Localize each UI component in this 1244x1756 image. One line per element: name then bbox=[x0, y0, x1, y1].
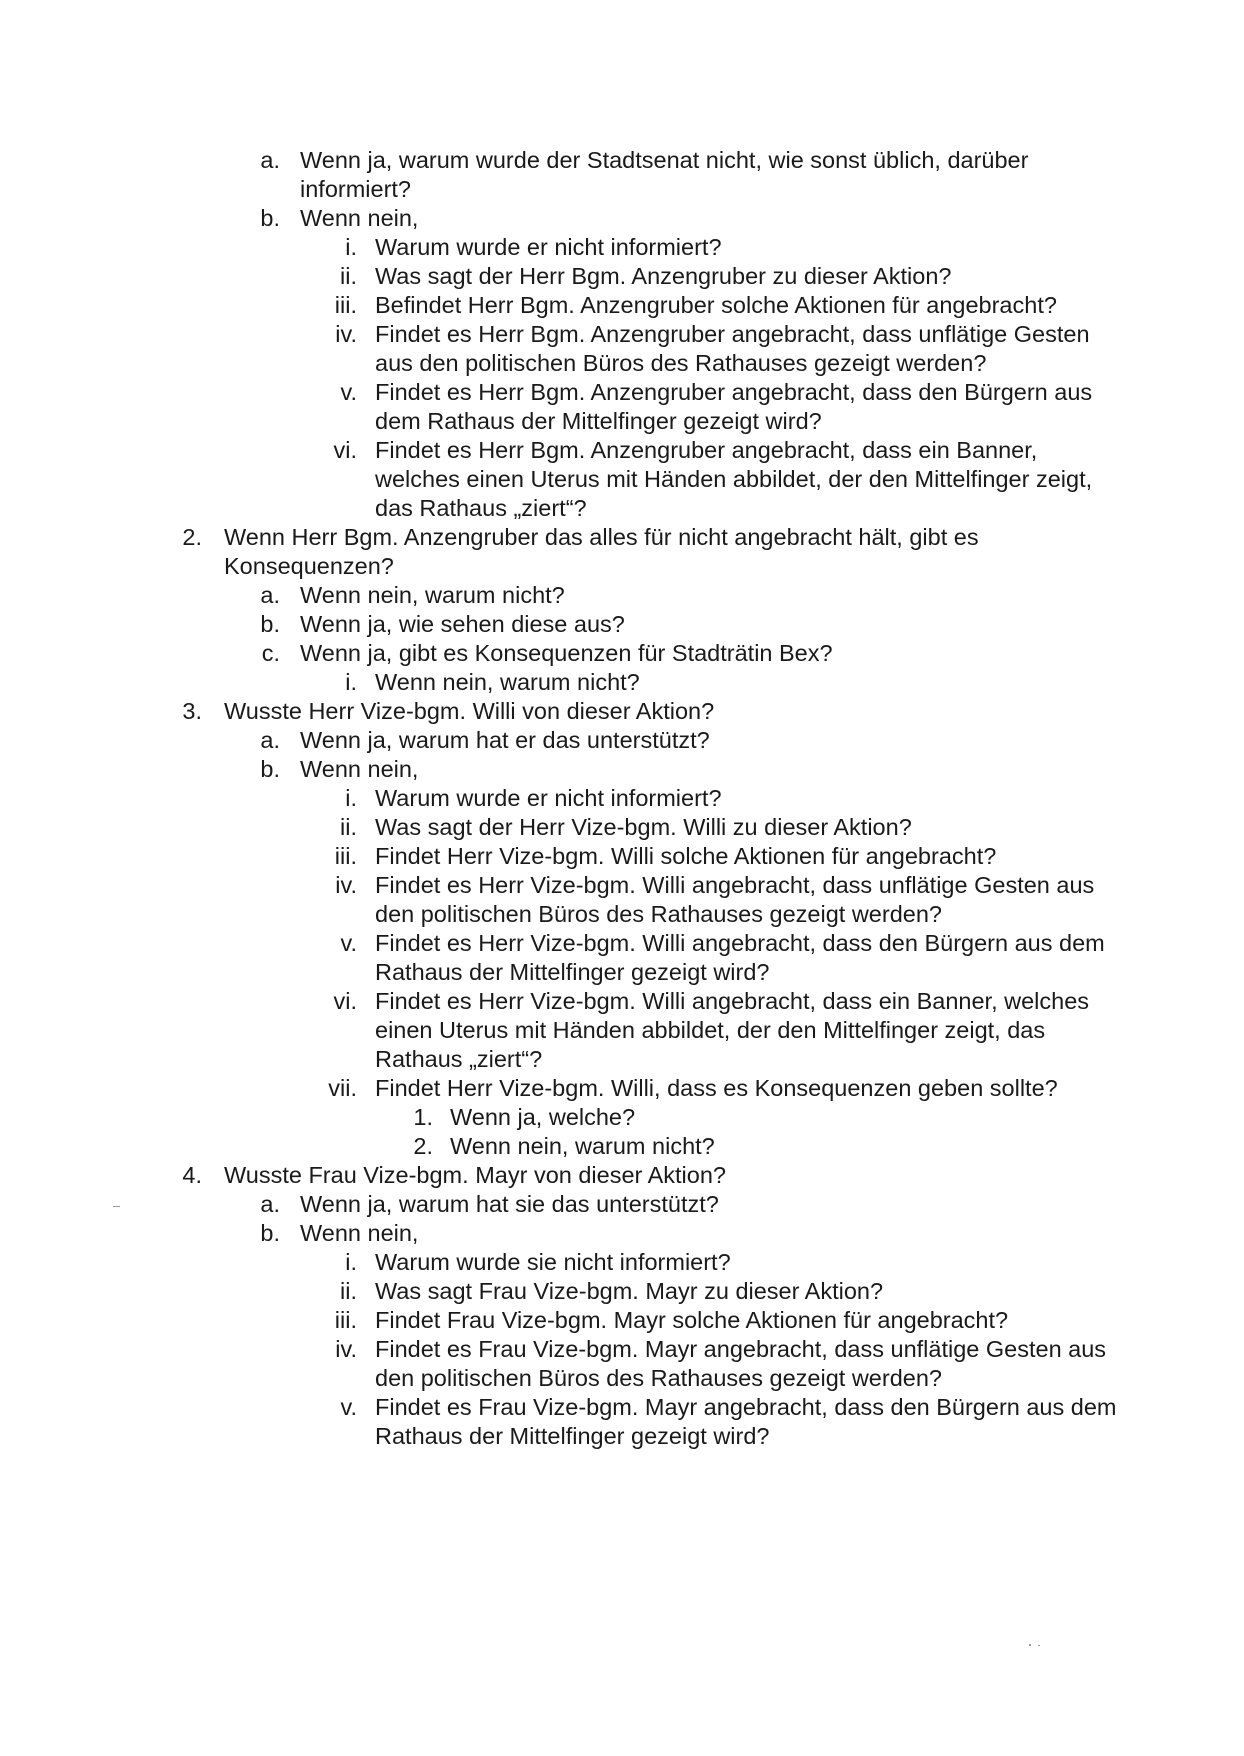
question-text: Findet Frau Vize-bgm. Mayr solche Aktionen für angebracht? bbox=[375, 1307, 1009, 1333]
list-marker: v. bbox=[340, 930, 357, 956]
question-text: Wusste Herr Vize-bgm. Willi von dieser Aktion? bbox=[224, 698, 715, 724]
list-marker: 2. bbox=[413, 1133, 433, 1159]
question-text: Findet Herr Vize-bgm. Willi solche Aktionen für angebracht? bbox=[375, 843, 997, 869]
list-marker: vii. bbox=[328, 1075, 357, 1101]
question-text: Findet es Herr Vize-bgm. Willi angebracht, dass den Bürgern aus dem Rathaus der Mittelfinger gezeigt wird? bbox=[375, 930, 1105, 985]
sub-sub-question-33 bbox=[0, 1393, 1244, 1451]
sub-sub-question-23 bbox=[0, 1074, 1244, 1103]
list-marker: ii. bbox=[340, 814, 357, 840]
question-text: Findet es Herr Vize-bgm. Willi angebracht, dass unflätige Gesten aus den politischen Büros des Rathauses gezeigt werden? bbox=[375, 872, 1095, 927]
sub-question-12 bbox=[0, 639, 1244, 668]
question-text: Findet es Herr Vize-bgm. Willi angebracht, dass ein Banner, welches einen Uterus mit Händen abbildet, der den Mittelfinger zeigt, das Rathaus „ziert“? bbox=[375, 988, 1090, 1072]
question-text: Wenn nein, warum nicht? bbox=[300, 582, 565, 608]
sub-sub-question-22 bbox=[0, 987, 1244, 1074]
sub-question-11 bbox=[0, 610, 1244, 639]
question-text: Wenn ja, warum wurde der Stadtsenat nicht, wie sonst üblich, darüber informiert? bbox=[300, 147, 1029, 202]
top-level-question-26 bbox=[0, 1161, 1244, 1190]
list-marker: 4. bbox=[182, 1162, 202, 1188]
question-text: Findet es Herr Bgm. Anzengruber angebracht, dass den Bürgern aus dem Rathaus der Mittelfinger gezeigt wird? bbox=[375, 379, 1093, 434]
list-marker: b. bbox=[260, 1220, 280, 1246]
sub-question-27 bbox=[0, 1190, 1244, 1219]
scan-mark-left bbox=[113, 1206, 120, 1207]
document-page bbox=[0, 146, 1244, 1451]
sub-sub-question-7 bbox=[0, 378, 1244, 436]
sub-sub-question-13 bbox=[0, 668, 1244, 697]
list-marker: i. bbox=[345, 1249, 357, 1275]
sub-sub-question-4 bbox=[0, 262, 1244, 291]
list-marker: b. bbox=[260, 756, 280, 782]
sub-sub-question-5 bbox=[0, 291, 1244, 320]
list-marker: 3. bbox=[182, 698, 202, 724]
sub-sub-question-21 bbox=[0, 929, 1244, 987]
list-marker: a. bbox=[260, 1191, 280, 1217]
sub-sub-question-3 bbox=[0, 233, 1244, 262]
list-marker: iv. bbox=[335, 321, 357, 347]
sub-sub-question-30 bbox=[0, 1277, 1244, 1306]
list-marker: i. bbox=[345, 785, 357, 811]
question-text: Wusste Frau Vize-bgm. Mayr von dieser Aktion? bbox=[224, 1162, 726, 1188]
sub-sub-question-18 bbox=[0, 813, 1244, 842]
top-level-question-14 bbox=[0, 697, 1244, 726]
sub-question-16 bbox=[0, 755, 1244, 784]
question-text: Warum wurde er nicht informiert? bbox=[375, 234, 722, 260]
top-level-question-9 bbox=[0, 523, 1244, 581]
question-text: Findet es Herr Bgm. Anzengruber angebracht, dass unflätige Gesten aus den politischen Büros des Rathauses gezeigt werden? bbox=[375, 321, 1090, 376]
question-text: Wenn ja, warum hat er das unterstützt? bbox=[300, 727, 710, 753]
scan-mark-bottom-right bbox=[1029, 1644, 1031, 1646]
sub-sub-question-8 bbox=[0, 436, 1244, 523]
list-marker: iii. bbox=[334, 843, 357, 869]
list-marker: iii. bbox=[334, 292, 357, 318]
list-marker: b. bbox=[260, 205, 280, 231]
question-text: Findet Herr Vize-bgm. Willi, dass es Konsequenzen geben sollte? bbox=[375, 1075, 1058, 1101]
sub-sub-question-32 bbox=[0, 1335, 1244, 1393]
list-marker: iv. bbox=[335, 872, 357, 898]
list-marker: 2. bbox=[182, 524, 202, 550]
question-text: Findet es Frau Vize-bgm. Mayr angebracht, dass unflätige Gesten aus den politischen Büros des Rathauses gezeigt werden? bbox=[375, 1336, 1107, 1391]
question-text: Wenn nein, bbox=[300, 756, 419, 782]
question-text: Wenn ja, warum hat sie das unterstützt? bbox=[300, 1191, 719, 1217]
sub-sub-question-19 bbox=[0, 842, 1244, 871]
scan-mark-bottom-right-2 bbox=[1038, 1645, 1040, 1646]
list-marker: a. bbox=[260, 727, 280, 753]
question-text: Wenn ja, wie sehen diese aus? bbox=[300, 611, 625, 637]
list-marker: a. bbox=[260, 147, 280, 173]
question-text: Was sagt der Herr Bgm. Anzengruber zu dieser Aktion? bbox=[375, 263, 952, 289]
list-marker: v. bbox=[340, 379, 357, 405]
sub-question-15 bbox=[0, 726, 1244, 755]
sub-sub-sub-question-25 bbox=[0, 1132, 1244, 1161]
list-marker: b. bbox=[260, 611, 280, 637]
question-text: Wenn Herr Bgm. Anzengruber das alles für nicht angebracht hält, gibt es Konsequenzen? bbox=[224, 524, 979, 579]
question-text: Wenn ja, gibt es Konsequenzen für Stadträtin Bex? bbox=[300, 640, 833, 666]
sub-sub-question-20 bbox=[0, 871, 1244, 929]
question-text: Warum wurde sie nicht informiert? bbox=[375, 1249, 731, 1275]
list-marker: vi. bbox=[333, 437, 357, 463]
sub-sub-question-29 bbox=[0, 1248, 1244, 1277]
question-text: Warum wurde er nicht informiert? bbox=[375, 785, 722, 811]
sub-question-1 bbox=[0, 146, 1244, 204]
question-text: Wenn nein, warum nicht? bbox=[375, 669, 640, 695]
list-marker: v. bbox=[340, 1394, 357, 1420]
sub-sub-question-31 bbox=[0, 1306, 1244, 1335]
question-text: Befindet Herr Bgm. Anzengruber solche Aktionen für angebracht? bbox=[375, 292, 1057, 318]
question-text: Wenn ja, welche? bbox=[450, 1104, 636, 1130]
list-marker: vi. bbox=[333, 988, 357, 1014]
list-marker: 1. bbox=[413, 1104, 433, 1130]
list-marker: c. bbox=[261, 640, 280, 666]
question-text: Wenn nein, bbox=[300, 1220, 419, 1246]
question-text: Wenn nein, warum nicht? bbox=[450, 1133, 715, 1159]
question-text: Findet es Herr Bgm. Anzengruber angebracht, dass ein Banner, welches einen Uterus mit Händen abbildet, der den Mittelfinger zeigt, das Rathaus „ziert“? bbox=[375, 437, 1093, 521]
question-text: Wenn nein, bbox=[300, 205, 419, 231]
list-marker: ii. bbox=[340, 263, 357, 289]
sub-sub-sub-question-24 bbox=[0, 1103, 1244, 1132]
list-marker: iv. bbox=[335, 1336, 357, 1362]
sub-question-10 bbox=[0, 581, 1244, 610]
question-text: Findet es Frau Vize-bgm. Mayr angebracht, dass den Bürgern aus dem Rathaus der Mittelfinger gezeigt wird? bbox=[375, 1394, 1117, 1449]
list-marker: i. bbox=[345, 669, 357, 695]
sub-sub-question-17 bbox=[0, 784, 1244, 813]
sub-sub-question-6 bbox=[0, 320, 1244, 378]
question-text: Was sagt der Herr Vize-bgm. Willi zu dieser Aktion? bbox=[375, 814, 912, 840]
list-marker: ii. bbox=[340, 1278, 357, 1304]
list-marker: i. bbox=[345, 234, 357, 260]
list-marker: a. bbox=[260, 582, 280, 608]
list-marker: iii. bbox=[334, 1307, 357, 1333]
sub-question-28 bbox=[0, 1219, 1244, 1248]
sub-question-2 bbox=[0, 204, 1244, 233]
question-text: Was sagt Frau Vize-bgm. Mayr zu dieser Aktion? bbox=[375, 1278, 884, 1304]
